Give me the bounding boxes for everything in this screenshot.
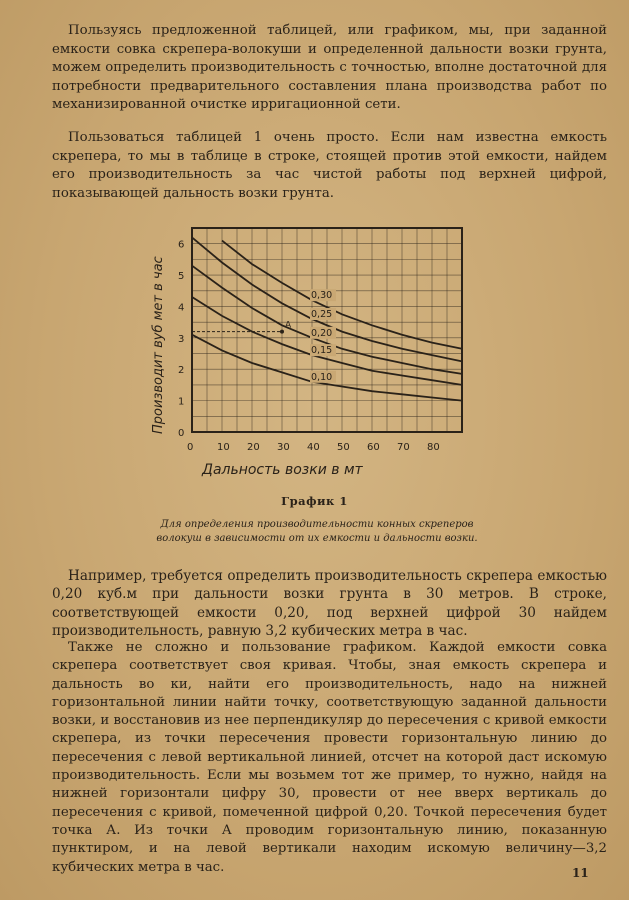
x-tick-label: 80 bbox=[427, 442, 440, 453]
paragraph-intro: Пользуясь предложенной таблицей, или графиком, мы, при заданной емкости совка скрепера-волокуши и определенной дальности возки грунта, можем определить производительность с точностью, вполне достаточной для потребности предварительного составления плана производства работ по механизированной очистке ирригационной сети. bbox=[52, 23, 607, 113]
x-tick-label: 70 bbox=[397, 442, 410, 453]
series-label: 0,20 bbox=[311, 327, 333, 339]
series-label: 0,25 bbox=[311, 309, 333, 321]
x-axis-label: Дальность возки в мт bbox=[202, 462, 363, 478]
x-tick-label: 0 bbox=[187, 442, 194, 453]
paragraph-table-usage: Пользоваться таблицей 1 очень просто. Если нам известна емкость скрепера, то мы в таблице в строке, стоящей против этой емкости, найдем его производительность за час чистой работы под верхней цифрой, показывающей дальность возки грунта. bbox=[52, 130, 607, 201]
y-tick-label: 4 bbox=[178, 302, 185, 314]
figure-caption-title: График 1 bbox=[281, 494, 348, 508]
y-axis-label: Производит вуб мет в час bbox=[151, 256, 166, 434]
y-tick-label: 0 bbox=[178, 428, 185, 439]
y-tick-label: 6 bbox=[178, 239, 185, 251]
point-marker bbox=[280, 330, 284, 334]
paragraph-graph-usage: Также не сложно и пользование графиком. Каждой емкости совка скрепера соответствует своя кривая. Чтобы, зная емкость скрепера и дальность во ки, найти его производительность, надо на нижней горизонтальной линии найти точку, соответствующую заданной дальности возки, и восстановив из нее перпендикуляр до пересечения с кривой емкости скрепера, из точки пересечения провести горизонтальную линию до пересечения с левой вертикальной линией, отсчет на которой даст искомую производительность. Если мы возьмем тот же пример, то нужно, найдя на нижней горизонтали цифру 30, провести от нее вверх вертикаль до пересечения с кривой, помеченной цифрой 0,20. Точкой пересечения будет точка А. Из точки А проводим горизонтальную линию, показанную пунктиром, и на левой вертикали находим искомую величину—3,2 кубических метра в час. bbox=[52, 640, 607, 875]
x-tick-label: 40 bbox=[307, 442, 320, 453]
point-label: A bbox=[285, 320, 292, 331]
series-label: 0,15 bbox=[311, 345, 333, 357]
y-tick-label: 2 bbox=[178, 365, 185, 377]
chart bbox=[140, 210, 480, 478]
figure-caption-text: Для определения производительности конных скреперов волокуш в зависимости от их емкости и дальности возки. bbox=[156, 519, 478, 544]
page-number: 11 bbox=[572, 866, 589, 880]
y-tick-label: 3 bbox=[178, 333, 185, 345]
x-tick-label: 60 bbox=[367, 442, 380, 453]
x-tick-label: 10 bbox=[217, 442, 230, 453]
x-tick-label: 50 bbox=[337, 442, 350, 453]
series-label: 0,30 bbox=[311, 290, 333, 302]
x-tick-label: 20 bbox=[247, 442, 260, 453]
y-tick-label: 5 bbox=[178, 271, 185, 283]
y-tick-label: 1 bbox=[178, 396, 185, 408]
series-label: 0,10 bbox=[311, 371, 333, 383]
x-tick-label: 30 bbox=[277, 442, 290, 453]
chart-labels bbox=[151, 240, 440, 478]
paragraph-example: Например, требуется определить производительность скрепера емкостью 0,20 куб.м при дальности возки грунта в 30 метров. В строке, соответствующей емкости 0,20, под верхней цифрой 30 найдем производительность, равную 3,2 кубических метра в час. bbox=[52, 568, 607, 640]
